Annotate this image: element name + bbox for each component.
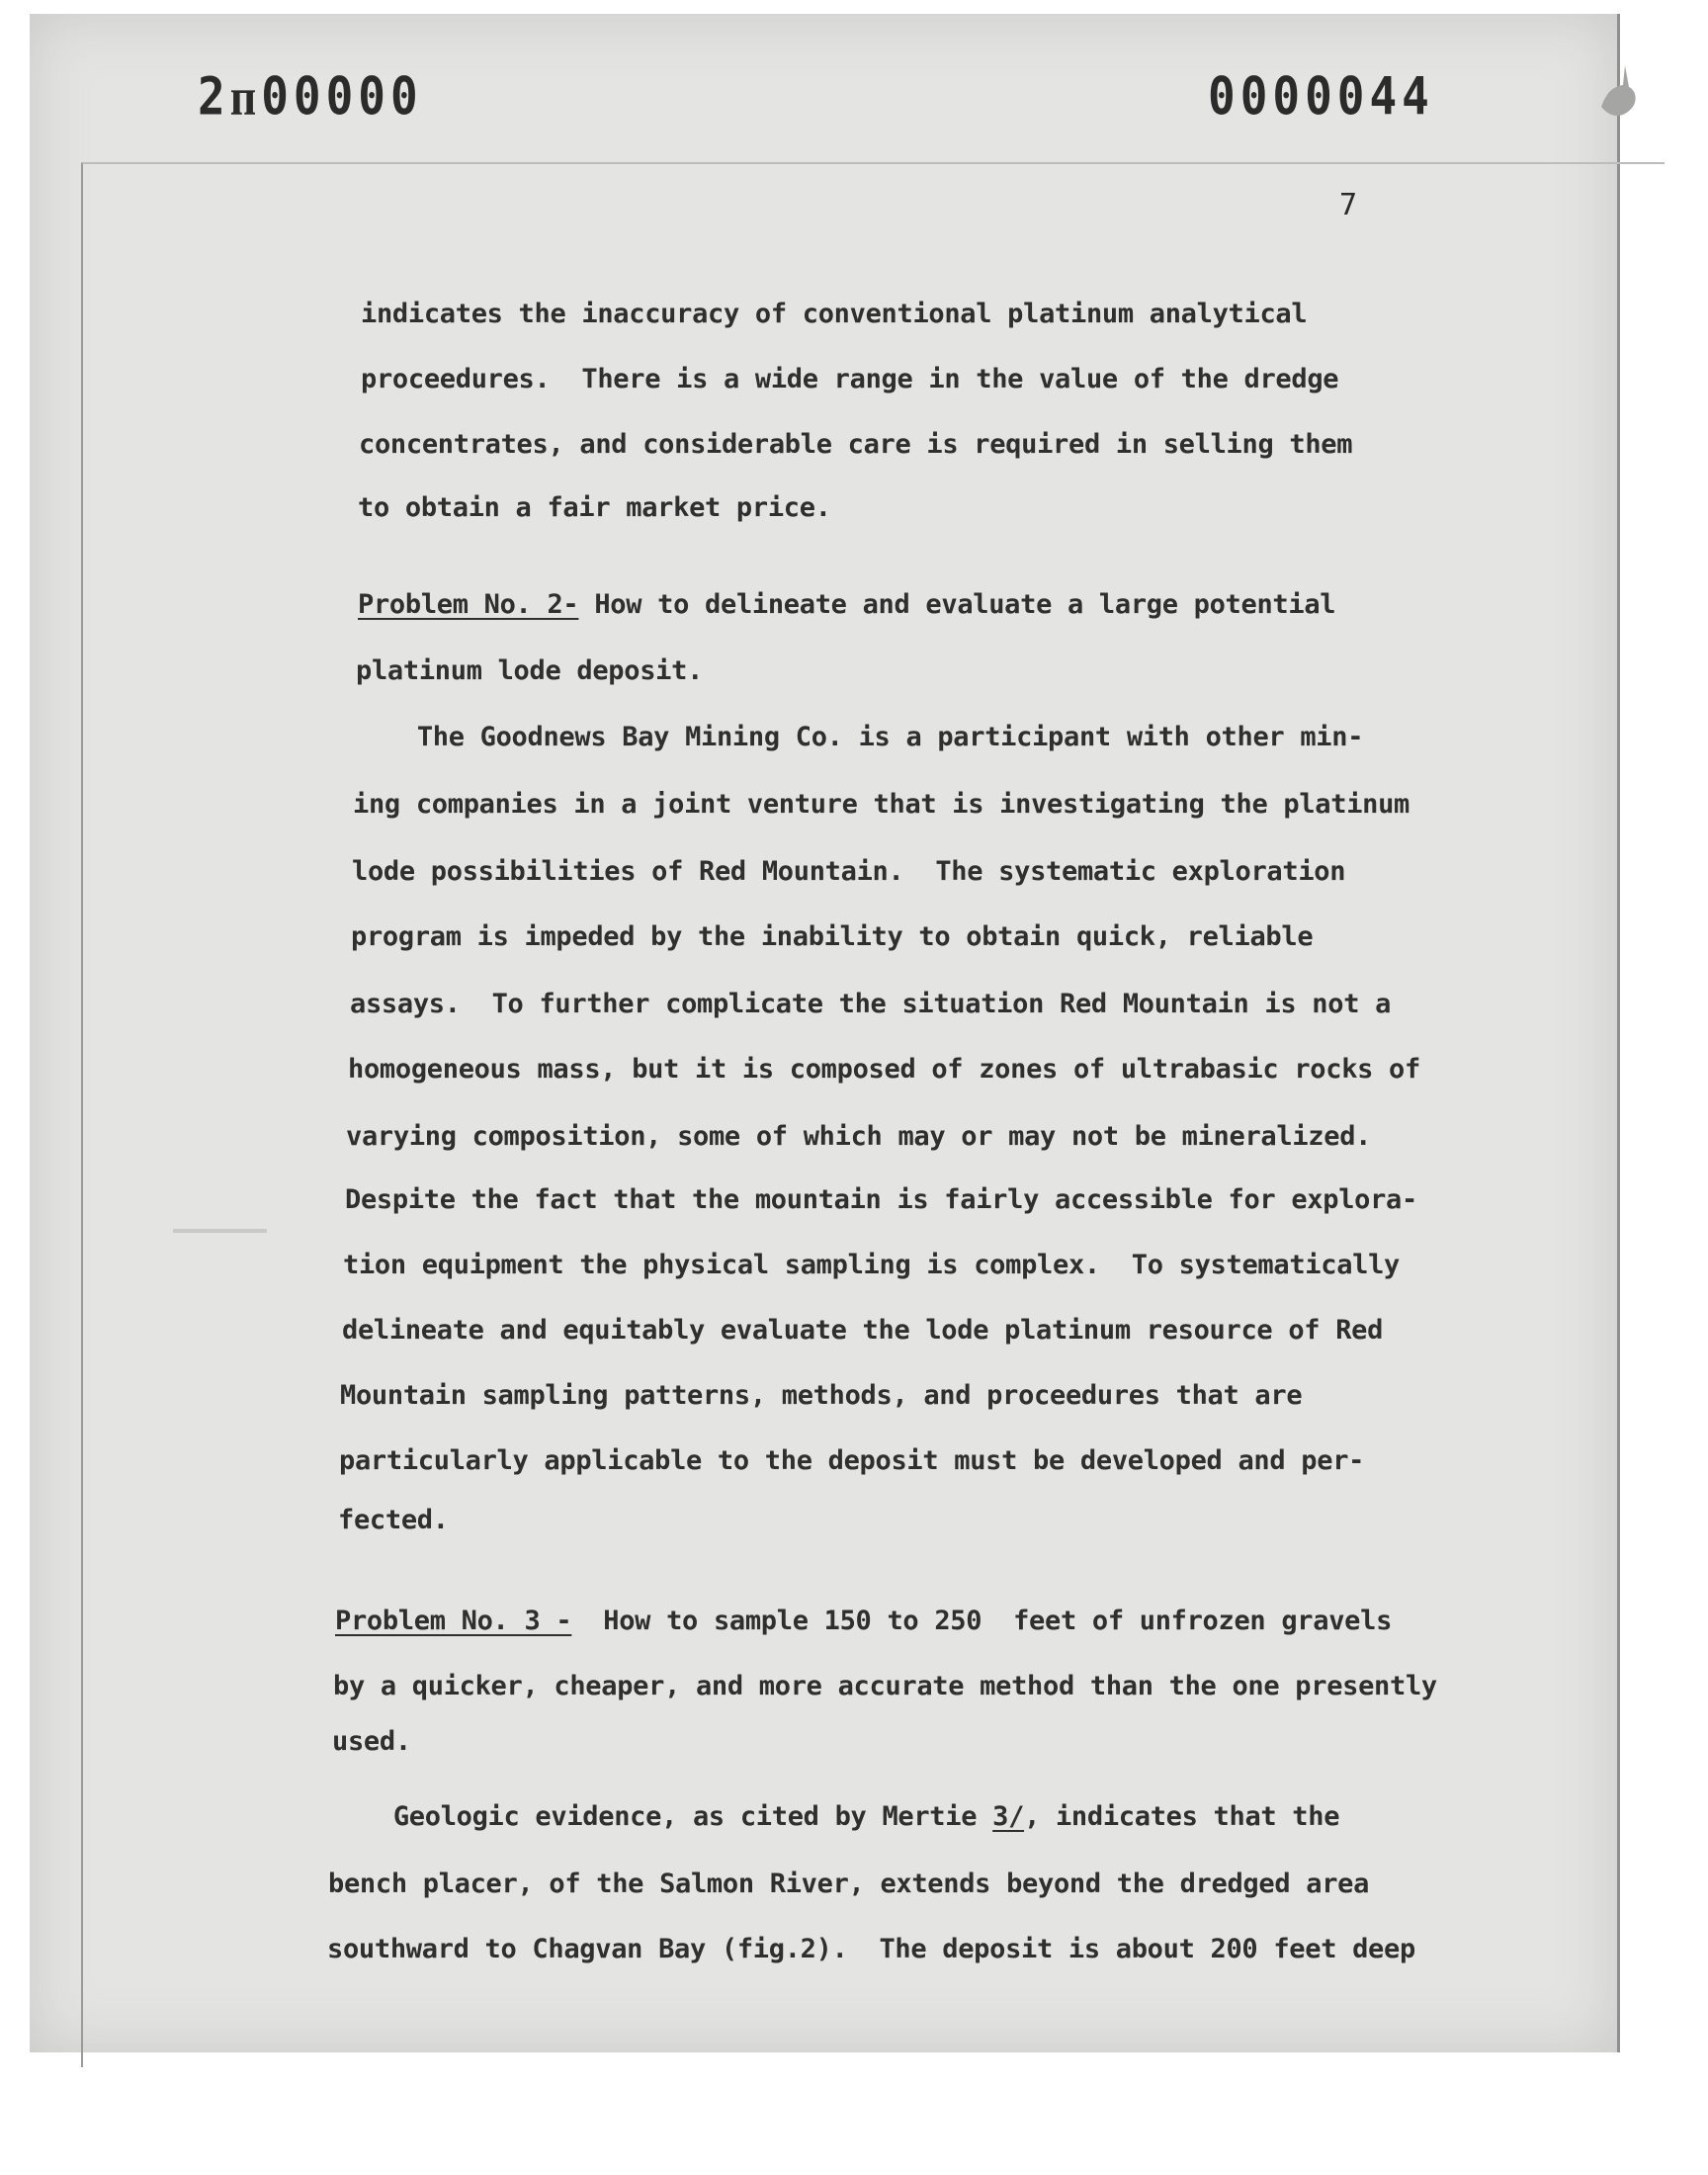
problem-2-heading	[358, 589, 1335, 620]
text-line: Mountain sampling patterns, methods, and proceedures that are	[340, 1380, 1303, 1411]
text-line: ing companies in a joint venture that is investigating the platinum	[353, 789, 1410, 820]
p3-text: , indicates that the	[1024, 1801, 1340, 1832]
p3-text: Geologic evidence, as cited by Mertie	[330, 1801, 993, 1832]
text-line: lode possibilities of Red Mountain. The systematic exploration	[352, 856, 1346, 887]
text-line: indicates the inaccuracy of conventional platinum analytical	[361, 299, 1308, 329]
text-line: concentrates, and considerable care is required in selling them	[359, 429, 1353, 460]
text-line: varying composition, some of which may or may not be mineralized.	[346, 1121, 1372, 1152]
text-line: southward to Chagvan Bay (fig.2). The deposit is about 200 feet deep	[327, 1934, 1415, 1964]
problem-2-label: Problem No. 2-	[358, 589, 579, 620]
text-line: tion equipment the physical sampling is complex. To systematically	[343, 1250, 1401, 1280]
problem-2-title: How to delineate and evaluate a large potential	[578, 589, 1336, 620]
problem-3-title: How to sample 150 to 250 feet of unfrozen gravels	[571, 1606, 1393, 1636]
text-line: to obtain a fair market price.	[358, 492, 831, 523]
page-number: 7	[1339, 188, 1358, 222]
problem-3-label: Problem No. 3 -	[335, 1606, 572, 1636]
paper-clip-mark-icon	[1593, 61, 1639, 138]
text-line: homogeneous mass, but it is composed of zones of ultrabasic rocks of	[348, 1054, 1420, 1085]
text-line	[330, 1801, 1339, 1832]
text-line: The Goodnews Bay Mining Co. is a participant with other min-	[354, 722, 1364, 752]
stamp-number-right: 0000044	[1208, 64, 1434, 128]
text-line: fected.	[338, 1505, 449, 1535]
text-line: particularly applicable to the deposit must be developed and per-	[339, 1445, 1365, 1476]
text-line: proceedures. There is a wide range in the value of the dredge	[361, 364, 1339, 394]
text-line: assays. To further complicate the situation Red Mountain is not a	[350, 989, 1392, 1019]
text-line: delineate and equitably evaluate the lode platinum resource of Red	[342, 1315, 1384, 1346]
text-line: program is impeded by the inability to obtain quick, reliable	[351, 921, 1314, 952]
scan-smudge	[173, 1229, 267, 1233]
footnote-reference: 3/	[992, 1801, 1025, 1832]
text-line: bench placer, of the Salmon River, extends beyond the dredged area	[328, 1869, 1370, 1899]
text-line: platinum lode deposit.	[356, 655, 704, 686]
text-line: by a quicker, cheaper, and more accurate method than the one presently	[333, 1671, 1437, 1701]
stamp-number-left: 2ᴨ00000	[198, 64, 423, 128]
problem-3-heading	[335, 1606, 1392, 1636]
text-line: used.	[332, 1726, 411, 1757]
text-line: Despite the fact that the mountain is fairly accessible for explora-	[345, 1184, 1417, 1215]
